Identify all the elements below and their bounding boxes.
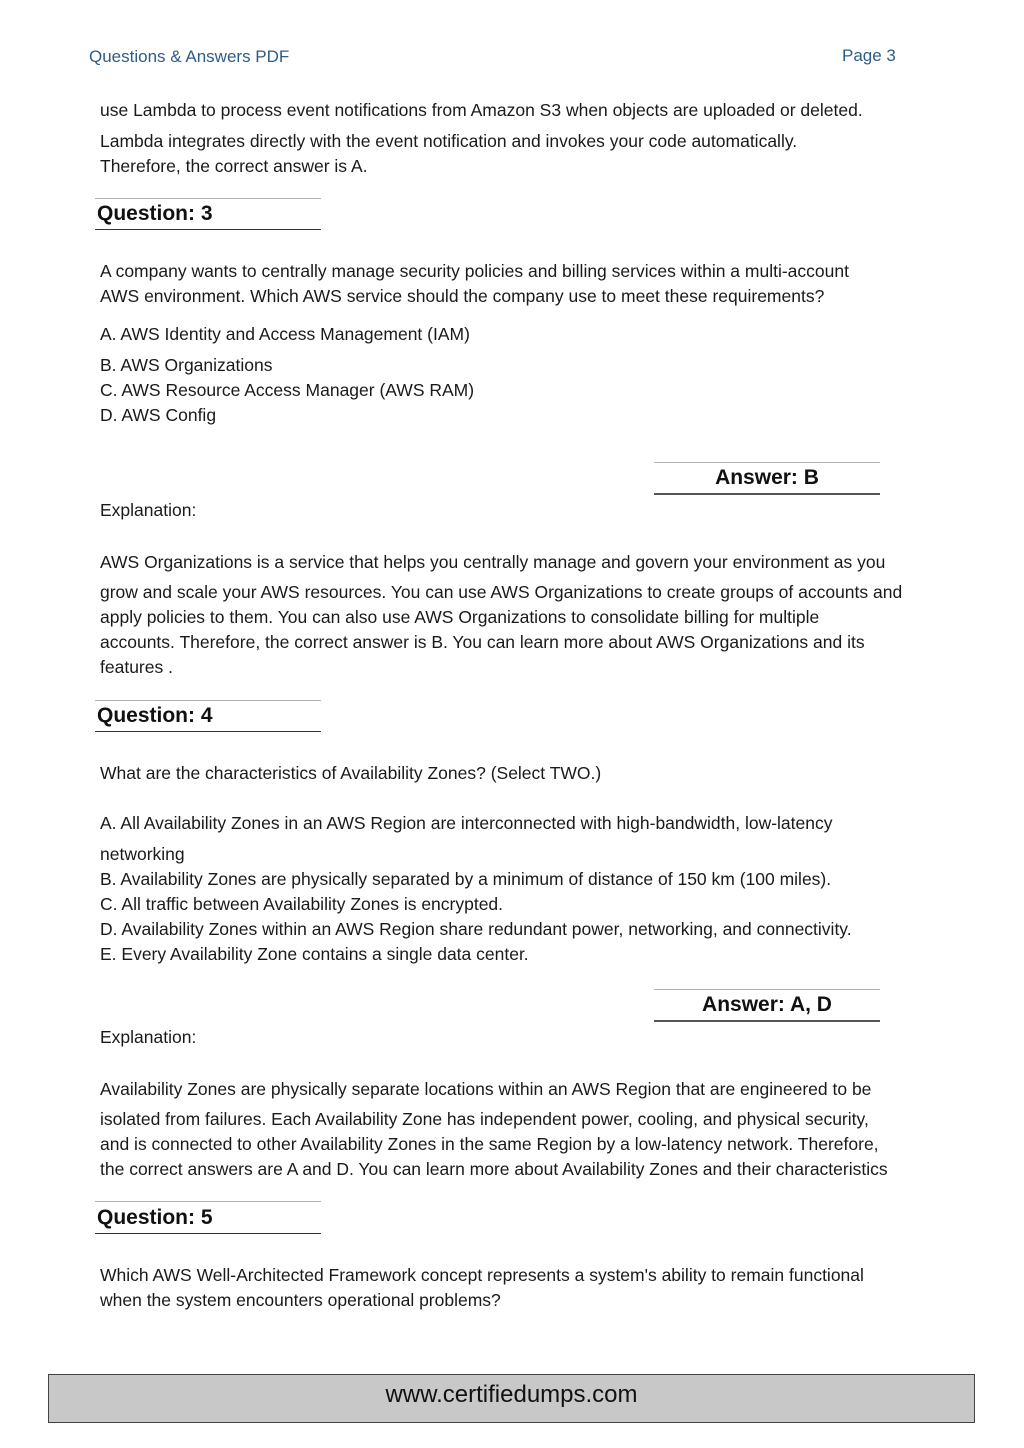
question-3-stem-2: AWS environment. Which AWS service should the company use to meet these requirements? <box>100 286 825 306</box>
question-4-option-e: E. Every Availability Zone contains a single data center. <box>100 944 529 964</box>
question-5-heading <box>95 1205 321 1234</box>
question-4-stem-1: What are the characteristics of Availability Zones? (Select TWO.) <box>100 763 602 783</box>
question-3-option-c: C. AWS Resource Access Manager (AWS RAM) <box>100 380 475 400</box>
explanation-3-line-5: features . <box>100 657 173 677</box>
question-3-option-a: A. AWS Identity and Access Management (IAM) <box>100 324 470 344</box>
intro-line-2: Lambda integrates directly with the event notification and invokes your code automatically. <box>100 131 798 151</box>
footer-url[interactable]: www.certifiedumps.com <box>385 1381 638 1408</box>
question-5-stem-1: Which AWS Well-Architected Framework concept represents a system's ability to remain functional <box>100 1265 864 1285</box>
header-title: Questions & Answers PDF <box>89 47 290 66</box>
question-5-stem-2: when the system encounters operational problems? <box>100 1290 501 1310</box>
question-3-top-rule <box>95 198 321 199</box>
explanation-4-line-2: isolated from failures. Each Availability Zone has independent power, cooling, and physical security, <box>100 1109 869 1129</box>
explanation-3-label: Explanation: <box>100 500 197 520</box>
question-5-top-rule <box>95 1201 321 1202</box>
intro-line-3: Therefore, the correct answer is A. <box>100 156 368 176</box>
question-3-option-d: D. AWS Config <box>100 405 217 425</box>
explanation-4-label: Explanation: <box>100 1027 197 1047</box>
explanation-3-line-1: AWS Organizations is a service that helps you centrally manage and govern your environment as you <box>100 552 886 572</box>
question-4-option-a-2: networking <box>100 844 185 864</box>
question-4-title: Question: 4 <box>97 704 213 727</box>
intro-line-1: use Lambda to process event notifications from Amazon S3 when objects are uploaded or deleted. <box>100 100 863 120</box>
explanation-4-line-3: and is connected to other Availability Zones in the same Region by a low-latency network. Therefore, <box>100 1134 879 1154</box>
question-3-option-b: B. AWS Organizations <box>100 355 273 375</box>
question-4-heading <box>95 703 321 732</box>
question-4-option-a-1: A. All Availability Zones in an AWS Region are interconnected with high-bandwidth, low-latency <box>100 813 833 833</box>
question-5-title: Question: 5 <box>97 1206 213 1229</box>
explanation-3-line-2: grow and scale your AWS resources. You can use AWS Organizations to create groups of accounts and <box>100 582 903 602</box>
answer-3-top-rule <box>654 462 880 463</box>
answer-3-label: Answer: B <box>715 466 819 489</box>
explanation-3-line-4: accounts. Therefore, the correct answer is B. You can learn more about AWS Organizations and its <box>100 632 865 652</box>
answer-4-label: Answer: A, D <box>702 993 832 1016</box>
footer-banner <box>48 1374 975 1423</box>
question-4-top-rule <box>95 700 321 701</box>
explanation-4-line-4: the correct answers are A and D. You can learn more about Availability Zones and their characteristics <box>100 1159 888 1179</box>
question-3-title: Question: 3 <box>97 202 213 225</box>
question-4-option-d: D. Availability Zones within an AWS Region share redundant power, networking, and connectivity. <box>100 919 852 939</box>
explanation-3-line-3: apply policies to them. You can also use AWS Organizations to consolidate billing for multiple <box>100 607 820 627</box>
answer-3-box <box>654 465 880 495</box>
question-4-option-c: C. All traffic between Availability Zones is encrypted. <box>100 894 504 914</box>
answer-4-box <box>654 992 880 1022</box>
question-3-heading <box>95 201 321 230</box>
explanation-4-line-1: Availability Zones are physically separate locations within an AWS Region that are engineered to be <box>100 1079 872 1099</box>
question-4-option-b: B. Availability Zones are physically separated by a minimum of distance of 150 km (100 miles). <box>100 869 832 889</box>
answer-4-top-rule <box>654 989 880 990</box>
page-number: Page 3 <box>842 46 896 65</box>
question-3-stem-1: A company wants to centrally manage security policies and billing services within a multi-account <box>100 261 849 281</box>
